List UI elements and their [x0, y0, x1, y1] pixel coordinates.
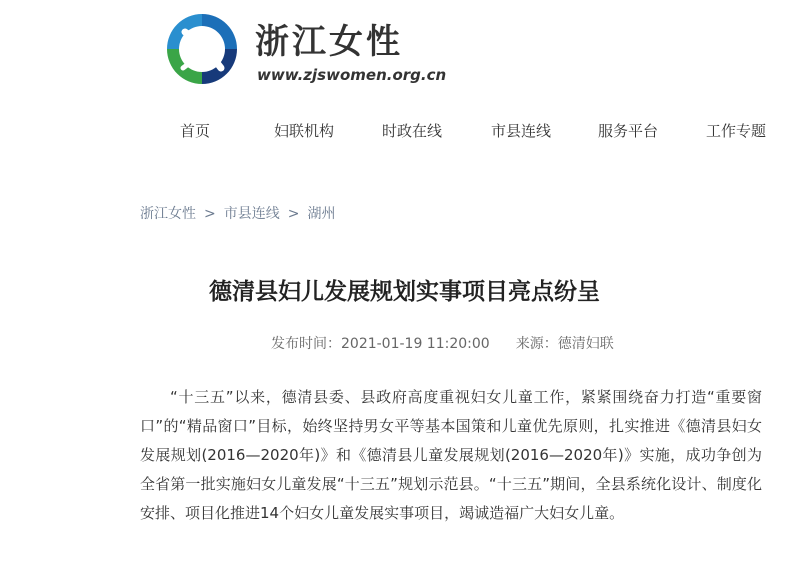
site-url: www.zjswomen.org.cn — [257, 66, 447, 84]
breadcrumb-separator: > — [287, 206, 300, 222]
nav-item-topics[interactable]: 工作专题 — [706, 122, 767, 140]
source-value: 德清妇联 — [557, 336, 614, 352]
source-label: 来源： — [515, 336, 558, 352]
breadcrumb-huzhou[interactable]: 湖州 — [307, 206, 336, 222]
breadcrumb-separator: > — [204, 206, 216, 222]
site-header — [0, 0, 809, 100]
article-title: 德清县妇儿发展规划实事项目亮点纷呈 — [209, 279, 600, 305]
publish-label: 发布时间： — [271, 336, 341, 352]
nav-item-organization[interactable]: 妇联机构 — [274, 122, 335, 140]
nav-item-home[interactable]: 首页 — [180, 122, 211, 140]
breadcrumb-city-county[interactable]: 市县连线 — [223, 206, 280, 222]
site-logo-icon[interactable] — [163, 10, 241, 88]
site-name: 浙江女性 — [255, 22, 403, 62]
nav-item-services[interactable]: 服务平台 — [598, 122, 659, 140]
main-nav — [0, 118, 809, 144]
publish-time: 2021-01-19 11:20:00 — [341, 336, 490, 352]
breadcrumb — [140, 203, 335, 225]
article-body: “十三五”以来，德清县委、县政府高度重视妇女儿童工作，紧紧围绕奋力打造“重要窗口”的“精品窗口”目标，始终坚持男女平等基本国策和儿童优先原则，扎实推进《德清县妇女发展规划(2016—2020年)》和《德清县儿童发展规划(2016—2020年)》实施，成功争创为全省第一批实施妇女儿童发展“十三五”规划示范县。“十三五”期间，全县系统化设计、制度化安排、项目化推进14个妇女儿童发展实事项目，竭诚造福广大妇女儿童。 — [140, 388, 762, 522]
nav-item-politics[interactable]: 时政在线 — [382, 122, 443, 140]
nav-item-city-county[interactable]: 市县连线 — [491, 122, 552, 140]
breadcrumb-home[interactable]: 浙江女性 — [140, 206, 196, 222]
article-meta — [271, 333, 614, 355]
